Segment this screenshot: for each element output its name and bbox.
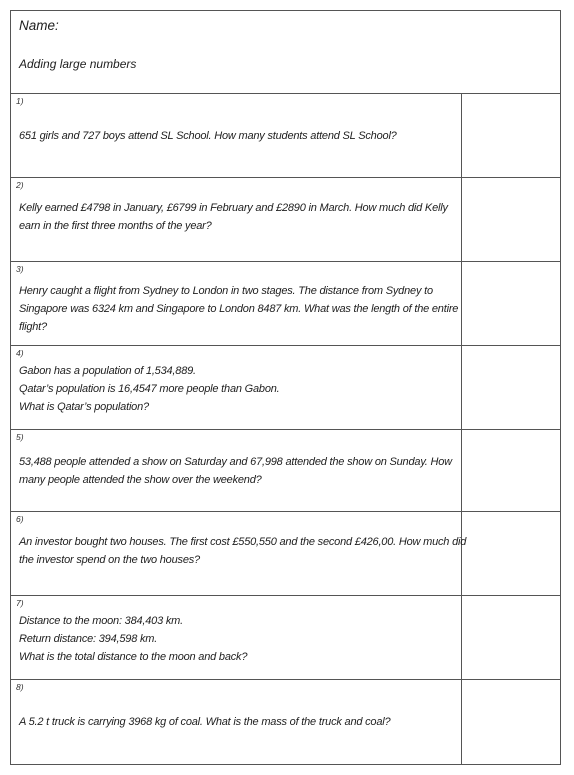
question-number: 5) bbox=[16, 432, 24, 442]
question-row-5 bbox=[11, 430, 560, 512]
question-text bbox=[19, 127, 455, 145]
question-cell bbox=[11, 262, 462, 345]
answer-box-2[interactable] bbox=[462, 178, 560, 261]
answer-box-8[interactable] bbox=[462, 680, 560, 765]
question-row-6 bbox=[11, 512, 560, 596]
question-row-4 bbox=[11, 346, 560, 430]
question-cell bbox=[11, 596, 462, 679]
question-line: What is Qatar’s population? bbox=[19, 401, 149, 413]
answer-box-4[interactable] bbox=[462, 346, 560, 429]
worksheet-header bbox=[11, 11, 560, 94]
question-line: Qatar’s population is 16,4547 more people than Gabon. bbox=[19, 383, 280, 395]
question-text bbox=[19, 713, 455, 731]
answer-box-6[interactable] bbox=[462, 512, 560, 595]
question-line: A 5.2 t truck is carrying 3968 kg of coal. What is the mass of the truck and coal? bbox=[19, 716, 391, 728]
question-cell bbox=[11, 346, 462, 429]
question-row-2 bbox=[11, 178, 560, 262]
question-number: 7) bbox=[16, 598, 24, 608]
question-line: the investor spend on the two houses? bbox=[19, 554, 200, 566]
question-line: Return distance: 394,598 km. bbox=[19, 633, 158, 645]
question-text bbox=[19, 282, 459, 336]
question-line: earn in the first three months of the year? bbox=[19, 220, 212, 232]
question-line: Singapore was 6324 km and Singapore to London 8487 km. What was the length of the entire bbox=[19, 303, 459, 315]
question-line: 651 girls and 727 boys attend SL School. How many students attend SL School? bbox=[19, 130, 397, 142]
question-number: 4) bbox=[16, 348, 24, 358]
question-line: Henry caught a flight from Sydney to London in two stages. The distance from Sydney to bbox=[19, 285, 433, 297]
question-line: Kelly earned £4798 in January, £6799 in February and £2890 in March. How much did Kelly bbox=[19, 202, 448, 214]
answer-box-7[interactable] bbox=[462, 596, 560, 679]
question-line: many people attended the show over the weekend? bbox=[19, 474, 262, 486]
worksheet bbox=[10, 10, 561, 765]
question-number: 6) bbox=[16, 514, 24, 524]
question-cell bbox=[11, 680, 462, 765]
question-cell bbox=[11, 94, 462, 177]
question-line: What is the total distance to the moon and back? bbox=[19, 651, 248, 663]
question-line: An investor bought two houses. The first cost £550,550 and the second £426,00. How much did bbox=[19, 536, 467, 548]
question-text bbox=[19, 362, 455, 416]
question-text bbox=[19, 612, 455, 666]
worksheet-title: Adding large numbers bbox=[19, 57, 137, 71]
name-label: Name: bbox=[19, 18, 59, 33]
question-number: 1) bbox=[16, 96, 24, 106]
question-row-8 bbox=[11, 680, 560, 765]
answer-box-5[interactable] bbox=[462, 430, 560, 511]
question-cell bbox=[11, 512, 467, 595]
question-cell bbox=[11, 430, 462, 511]
question-number: 3) bbox=[16, 264, 24, 274]
question-line: Gabon has a population of 1,534,889. bbox=[19, 365, 196, 377]
question-line: flight? bbox=[19, 321, 47, 333]
answer-box-1[interactable] bbox=[462, 94, 560, 177]
question-row-1 bbox=[11, 94, 560, 178]
answer-box-3[interactable] bbox=[462, 262, 560, 345]
question-line: Distance to the moon: 384,403 km. bbox=[19, 615, 183, 627]
question-row-7 bbox=[11, 596, 560, 680]
question-line: 53,488 people attended a show on Saturday and 67,998 attended the show on Sunday. How bbox=[19, 456, 452, 468]
question-text bbox=[19, 199, 455, 235]
question-number: 2) bbox=[16, 180, 24, 190]
question-number: 8) bbox=[16, 682, 24, 692]
question-row-3 bbox=[11, 262, 560, 346]
question-text bbox=[19, 533, 467, 569]
question-text bbox=[19, 453, 455, 489]
question-cell bbox=[11, 178, 462, 261]
